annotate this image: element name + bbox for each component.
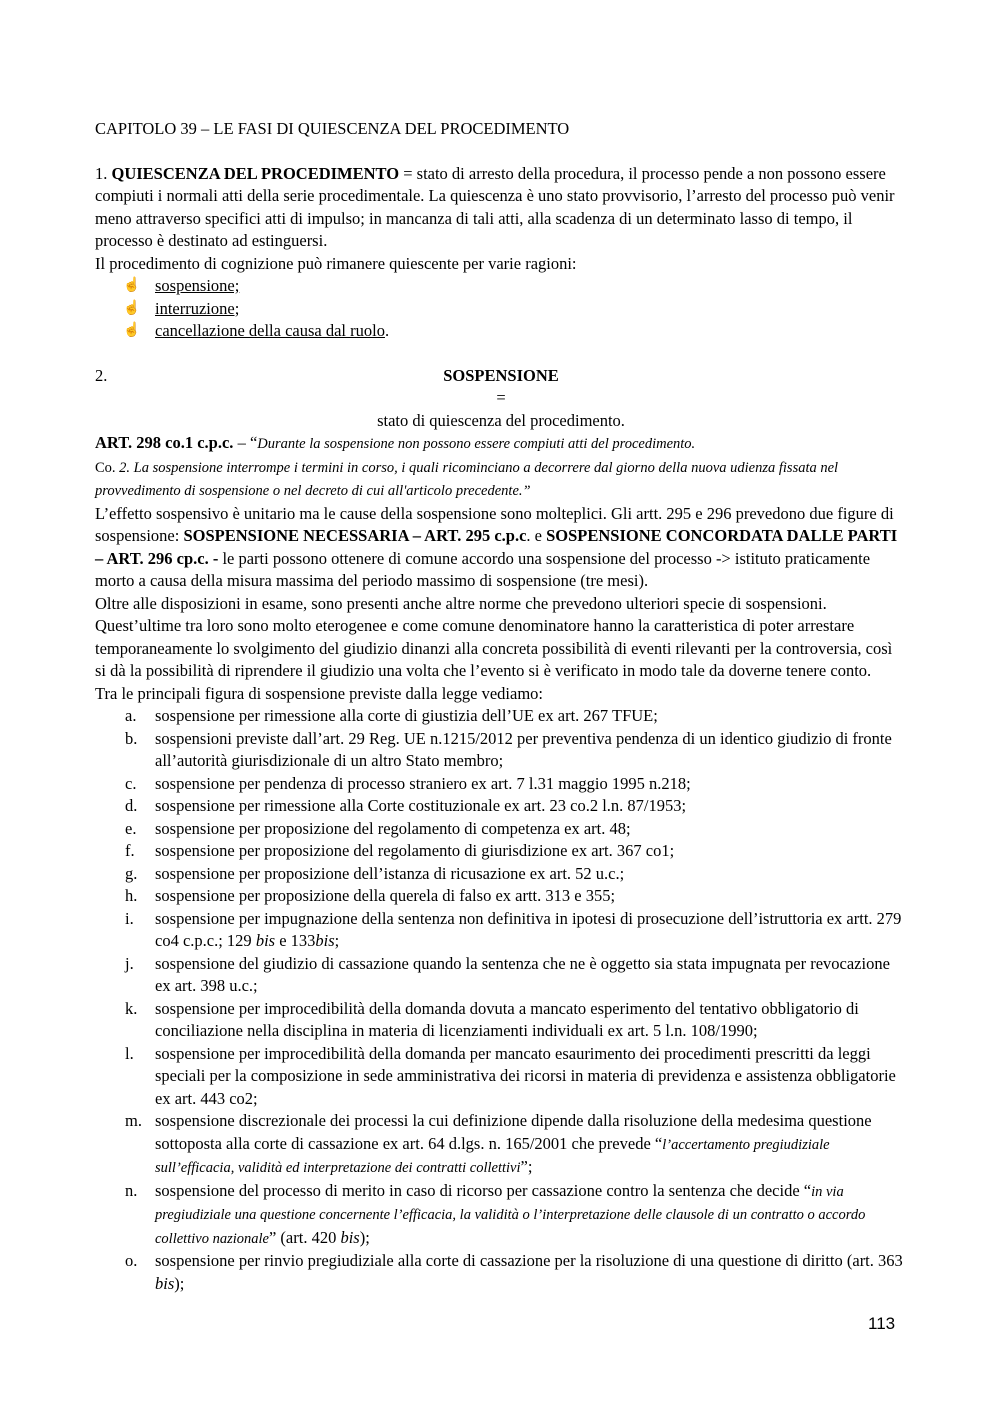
article-298-quote: Durante la sospensione non possono essere compiuti atti del procedimento. [257, 436, 696, 452]
reason-cancellazione: cancellazione della causa dal ruolo [155, 321, 385, 340]
p1-text-a: L’effetto sospensivo è unitario ma le cause della sospensione sono molteplici. Gli artt. 295 e 296 prevedono due figure di sospensione: [95, 503, 894, 545]
section-2-equals: = [496, 388, 506, 407]
list-item-text: sospensione per proposizione della querela di falso ex artt. 313 e 355; [155, 886, 616, 905]
list-marker: l. [125, 1043, 134, 1063]
list-item [95, 840, 907, 863]
list-item [95, 1043, 907, 1111]
list-marker: m. [125, 1111, 142, 1130]
p1-bold-concordata: SOSPENSIONE CONCORDATA DALLE PARTI – ART. 296 cp.c. - [95, 526, 898, 568]
list-item-text: sospensione discrezionale dei processi la cui definizione dipende dalla risoluzione della medesima questione sottoposta alla corte di cassazione ex art. 64 d.lgs. n. 165/2001 che prevede “ [155, 1111, 872, 1153]
list-marker: i. [125, 908, 134, 928]
list-item-italic: bis [340, 1227, 360, 1247]
list-item-text: sospensione per rinvio pregiudiziale alla corte di cassazione per la risoluzione di una questione di diritto (art. 363 [155, 1251, 903, 1270]
list-item-italic: bis [315, 931, 335, 950]
list-marker: c. [125, 773, 137, 793]
list-item-text: ”; [520, 1157, 533, 1176]
list-marker: j. [125, 953, 134, 973]
article-298-dash: – “ [233, 433, 258, 452]
p1-text-e: le parti possono ottenere di comune accordo una sospensione del processo -> istituto praticamente morto a causa della misura massima del periodo massimo di sospensione (tre mesi). [95, 548, 871, 590]
list-item-text: ” (art. 420 [268, 1227, 341, 1247]
list-item [95, 1110, 907, 1180]
list-item-italic: bis [155, 1273, 175, 1293]
list-item-text: sospensione del processo di merito in caso di ricorso per cassazione contro la sentenza che decide “ [155, 1180, 812, 1200]
list-intro: Tra le principali figura di sospensione previste dalla legge vediamo: [95, 683, 543, 703]
reason-interruzione: interruzione; [155, 298, 240, 318]
list-item [95, 728, 907, 773]
document-page [95, 118, 907, 1295]
reason-suffix: . [384, 321, 390, 340]
list-item-text: sospensione per rimessione alla Corte costituzionale ex art. 23 co.2 l.n. 87/1953; [155, 796, 687, 815]
list-marker: a. [125, 706, 137, 725]
list-item-text: sospensione per improcedibilità della domanda dovuta a mancato esperimento del tentativo obbligatorio di conciliazione nella disciplina in materia di licenziamenti individuali ex art. 5 l.n. 108/1990; [155, 998, 859, 1040]
list-item [95, 275, 907, 298]
list-item-text: sospensione per pendenza di processo straniero ex art. 7 l.31 maggio 1995 n.218; [155, 773, 691, 793]
list-item-text: sospensione per proposizione del regolamento di competenza ex art. 48; [155, 818, 631, 838]
pointing-hand-icon: ☝ [123, 278, 141, 293]
section-1-heading: QUIESCENZA DEL PROCEDIMENTO [111, 163, 400, 183]
list-marker: g. [125, 863, 138, 883]
list-item-text: ); [359, 1227, 370, 1247]
list-marker: f. [125, 841, 135, 860]
list-item [95, 998, 907, 1043]
article-298-co2 [95, 456, 907, 503]
p1-text-c: . e [526, 526, 547, 545]
list-item [95, 773, 907, 796]
list-marker: k. [125, 998, 138, 1018]
list-marker: d. [125, 796, 138, 815]
list-item-text: sospensione per improcedibilità della domanda per mancato esaurimento dei procedimenti prescritti da leggi speciali per la composizione in sede amministrativa dei ricorsi in materia di previdenza e assistenza obbligatorie ex art. 443 co2; [155, 1043, 896, 1108]
p1-bold-necessaria: SOSPENSIONE NECESSARIA – ART. 295 c.p.c [183, 526, 527, 545]
list-item-italic: bis [255, 931, 276, 950]
list-item-text: sospensione per rimessione alla corte di giustizia dell’UE ex art. 267 TFUE; [155, 706, 658, 725]
suspension-figures-list [95, 705, 907, 1295]
list-marker: o. [125, 1251, 138, 1270]
article-298-line [95, 432, 907, 456]
list-item-italic: in via pregiudiziale una questione concernente l’efficacia, la validità o l’interpretazione delle clausole di un contratto o accordo collettivo nazionale [155, 1183, 866, 1247]
chapter-title: CAPITOLO 39 – LE FASI DI QUIESCENZA DEL PROCEDIMENTO [95, 119, 570, 138]
co-label: Co. [95, 459, 120, 476]
list-item-text: e 133 [275, 931, 316, 950]
section-2-number: 2. [95, 365, 108, 385]
section-1-paragraph [95, 163, 907, 253]
list-item [95, 1180, 907, 1251]
list-item [95, 818, 907, 841]
page-number: 113 [868, 1314, 896, 1333]
reason-sospensione: sospensione; [155, 276, 240, 295]
list-item-text: sospensione per impugnazione della sentenza non definitiva in ipotesi di prosecuzione dell’istruttoria ex artt. 279 co4 c.p.c.; 129 [155, 908, 902, 950]
list-item-text: ); [174, 1273, 185, 1293]
section-2-heading [95, 365, 907, 388]
pointing-hand-icon: ☝ [123, 323, 141, 338]
list-item-italic: l’accertamento pregiudiziale sull’efficacia, validità ed interpretazione dei contratti collettivi [155, 1136, 830, 1176]
list-item [95, 298, 907, 321]
article-298-label: ART. 298 co.1 c.p.c. [95, 433, 234, 452]
suspension-types-paragraph [95, 503, 907, 593]
co-quote: 2. La sospensione interrompe i termini in corso, i quali ricominciano a decorrere dal giorno della nuova udienza fissata nel provvedimento di sospensione o nel decreto di cui all'articolo precedente.” [95, 459, 839, 499]
section-1-text: = stato di arresto della procedura, il processo pende a non possono essere compiuti i normali atti della serie procedimentale. La quiescenza è uno stato provvisorio, l’arresto del processo può venir meno attraverso specifici atti di impulso; in mancanza di tali atti, alla scadenza di un determinato lasso di tempo, il processo è destinato ad estinguersi. [95, 163, 895, 250]
list-item [95, 885, 907, 908]
other-provisions-paragraph: Oltre alle disposizioni in esame, sono presenti anche altre norme che prevedono ulteriori specie di sospensioni. Quest’ultime tra loro sono molto eterogenee e come comune denominatore hanno la caratteristica di poter arrestare temporaneamente lo svolgimento del giudizio dinanzi alla concreta possibilità di eventi rilevanti per la controversia, così si dà la possibilità di riprendere il giudizio una volta che l’evento si è verificato in modo tale da doverne tenere conto. [95, 593, 893, 680]
list-item-text: sospensioni previste dall’art. 29 Reg. UE n.1215/2012 per preventiva pendenza di un identico giudizio di fronte all’autorità giurisdizionale di un altro Stato membro; [155, 728, 892, 770]
section-2-definition: stato di quiescenza del procedimento. [377, 410, 625, 430]
list-item [95, 795, 907, 818]
list-item-text: ; [334, 931, 340, 950]
section-1-number: 1. [95, 163, 108, 183]
list-marker: n. [125, 1180, 138, 1200]
list-marker: b. [125, 728, 138, 748]
list-item [95, 863, 907, 886]
list-item [95, 908, 907, 953]
list-item [95, 953, 907, 998]
pointing-hand-icon: ☝ [123, 300, 141, 316]
list-item-text: sospensione per proposizione dell’istanza di ricusazione ex art. 52 u.c.; [155, 863, 625, 883]
section-1-intro: Il procedimento di cognizione può rimanere quiescente per varie ragioni: [95, 253, 577, 273]
list-item-text: sospensione per proposizione del regolamento di giurisdizione ex art. 367 co1; [155, 841, 675, 860]
quiescence-reasons-list [95, 275, 907, 343]
section-2 [95, 365, 907, 433]
list-marker: h. [125, 886, 138, 905]
list-item [95, 1250, 907, 1295]
list-item [95, 705, 907, 728]
list-marker: e. [125, 818, 137, 838]
list-item [95, 320, 907, 343]
section-2-heading-text: SOSPENSIONE [443, 365, 559, 385]
list-item-text: sospensione del giudizio di cassazione quando la sentenza che ne è oggetto sia stata impugnata per revocazione ex art. 398 u.c.; [155, 953, 890, 995]
